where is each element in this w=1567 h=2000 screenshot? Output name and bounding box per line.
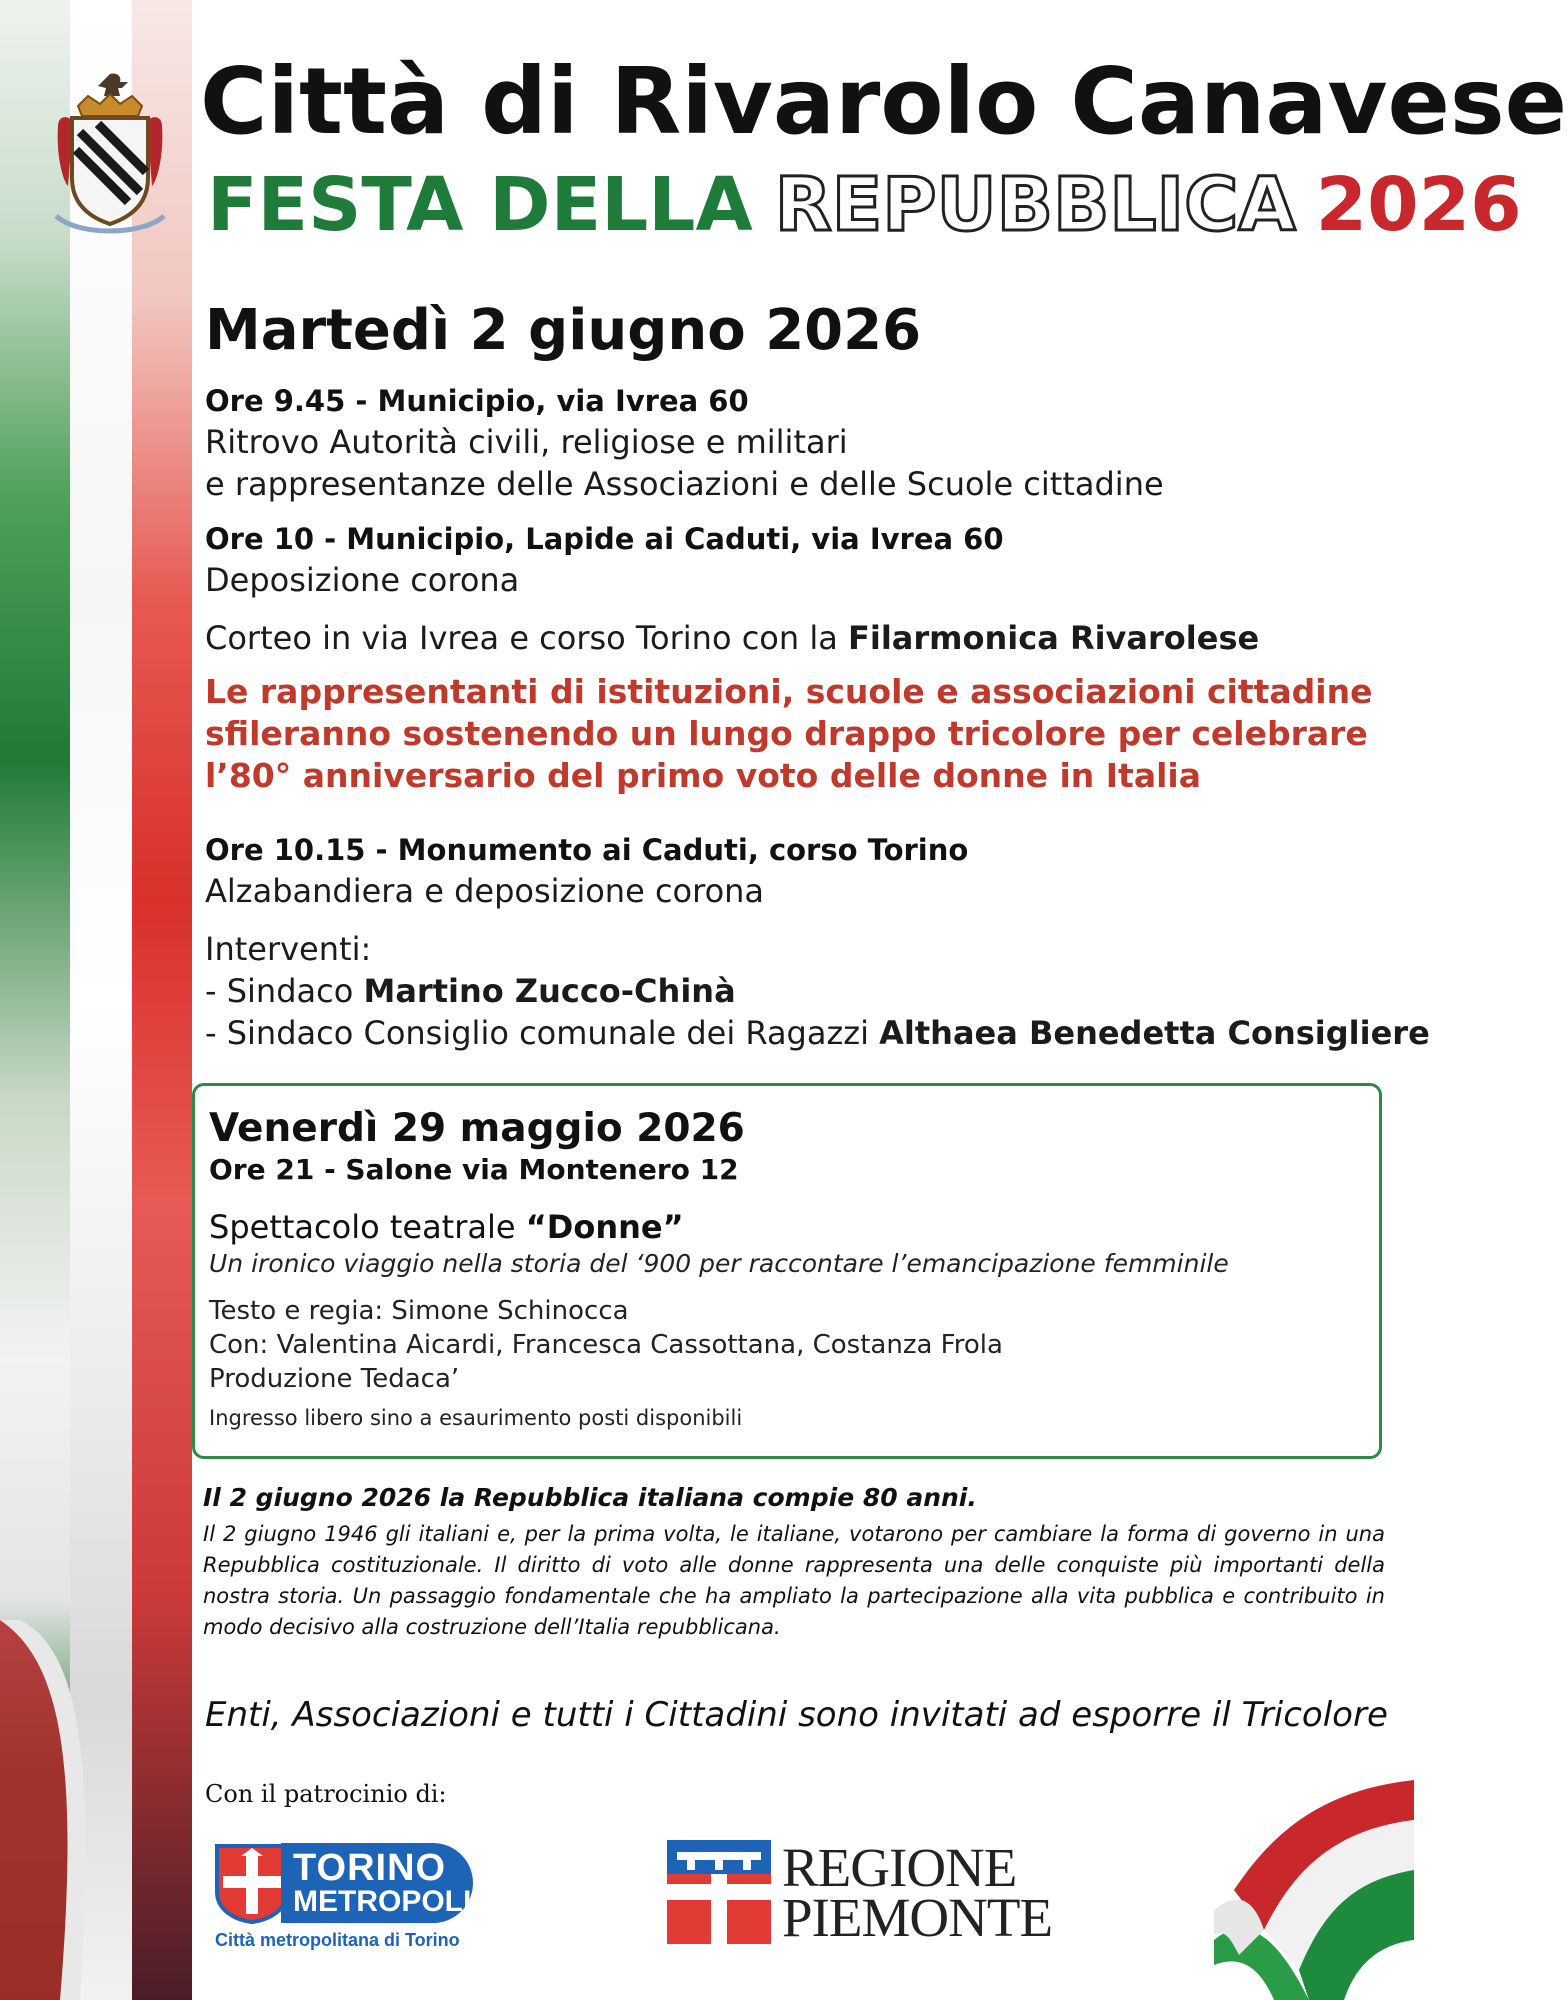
show-credit: Con: Valentina Aicardi, Francesca Cassottana, Costanza Frola <box>209 1330 1003 1360</box>
program-item-10 <box>205 519 1385 601</box>
program-item-945 <box>205 381 1385 505</box>
program-time: Ore 10 - Municipio, Lapide ai Caduti, via Ivrea 60 <box>205 522 1004 556</box>
subtitle-green-text: FESTA DELLA <box>207 162 753 248</box>
show-title: “Donne” <box>525 1208 684 1246</box>
piemonte-line1: REGIONE <box>782 1837 1017 1898</box>
patronage-label: Con il patrocinio di: <box>205 1780 447 1808</box>
torino-line2: METROPOLI <box>293 1885 472 1918</box>
speaker-name: Martino Zucco-Chinà <box>363 972 736 1010</box>
show-credit: Testo e regia: Simone Schinocca <box>209 1296 629 1326</box>
entry-note: Ingresso libero sino a esaurimento posti disponibili <box>209 1406 743 1430</box>
interventi-label: Interventi: <box>205 930 372 968</box>
piemonte-line2: PIEMONTE <box>782 1887 1053 1948</box>
subtitle-outline-text: REPUBBLICA <box>774 162 1296 248</box>
regione-piemonte-logo <box>667 1837 1053 1950</box>
torino-shield-icon <box>213 1842 291 1924</box>
main-event-date: Martedì 2 giugno 2026 <box>205 298 922 363</box>
event-subtitle <box>207 162 1522 248</box>
speaker-role: - Sindaco Consiglio comunale dei Ragazzi <box>205 1014 880 1052</box>
show-prefix: Spettacolo teatrale <box>209 1208 526 1246</box>
program-time: Ore 10.15 - Monumento ai Caduti, corso Torino <box>205 833 969 867</box>
tricolor-ribbon-left <box>0 0 200 2000</box>
show-credit: Produzione Tedaca’ <box>209 1364 460 1394</box>
corteo-line <box>205 617 1385 659</box>
history-body: Il 2 giugno 1946 gli italiani e, per la prima volta, le italiane, votarono per cambiare la forma di governo in una Repubblica costituzionale. Il diritto di voto alle donne rappresenta una delle conquiste più importanti della nostra storia. Un passaggio fondamentale che ha ampliato la partecipazione alla vita pubblica e contribuito in modo decisivo alla costruzione dell’Italia repubblicana. <box>203 1522 1385 1639</box>
theatre-event-box <box>192 1083 1382 1459</box>
program-line: e rappresentanze delle Associazioni e delle Scuole cittadine <box>205 465 1164 503</box>
torino-metropoli-logo <box>213 1842 473 1952</box>
highlight-line: sfileranno sostenendo un lungo drappo tricolore per celebrare <box>205 714 1368 753</box>
highlight-line: l’80° anniversario del primo voto delle donne in Italia <box>205 756 1201 795</box>
theatre-date: Venerdì 29 maggio 2026 <box>209 1106 745 1151</box>
program-line: Alzabandiera e deposizione corona <box>205 872 765 910</box>
torino-caption: Città metropolitana di Torino <box>215 1930 460 1950</box>
torino-banner <box>281 1843 473 1923</box>
history-heading: Il 2 giugno 2026 la Repubblica italiana compie 80 anni. <box>203 1483 977 1512</box>
piemonte-emblem-icon <box>667 1840 771 1944</box>
city-crest-icon <box>48 66 172 242</box>
program-item-1015 <box>205 830 1385 912</box>
highlight-paragraph <box>205 671 1385 797</box>
highlight-line: Le rappresentanti di istituzioni, scuole e associazioni cittadine <box>205 672 1373 711</box>
invitation-text: Enti, Associazioni e tutti i Cittadini sono invitati ad esporre il Tricolore <box>205 1695 1388 1735</box>
tricolor-ribbon-bottom-right <box>1214 1740 1414 2000</box>
corteo-text: Corteo in via Ivrea e corso Torino con la <box>205 619 848 657</box>
program-line: Deposizione corona <box>205 561 520 599</box>
subtitle-year-text: 2026 <box>1315 162 1522 248</box>
page-title: Città di Rivarolo Canavese <box>200 48 1567 155</box>
program-time: Ore 9.45 - Municipio, via Ivrea 60 <box>205 384 749 418</box>
show-tagline: Un ironico viaggio nella storia del ‘900 per raccontare l’emancipazione femminile <box>209 1249 1229 1278</box>
program-line: Ritrovo Autorità civili, religiose e militari <box>205 423 848 461</box>
torino-line1: TORINO <box>293 1847 447 1889</box>
speaker-name: Althaea Benedetta Consigliere <box>879 1014 1430 1052</box>
corteo-band: Filarmonica Rivarolese <box>847 619 1260 657</box>
theatre-time: Ore 21 - Salone via Montenero 12 <box>209 1153 739 1186</box>
speaker-role: - Sindaco <box>205 972 364 1010</box>
interventi-section <box>205 928 1430 1054</box>
